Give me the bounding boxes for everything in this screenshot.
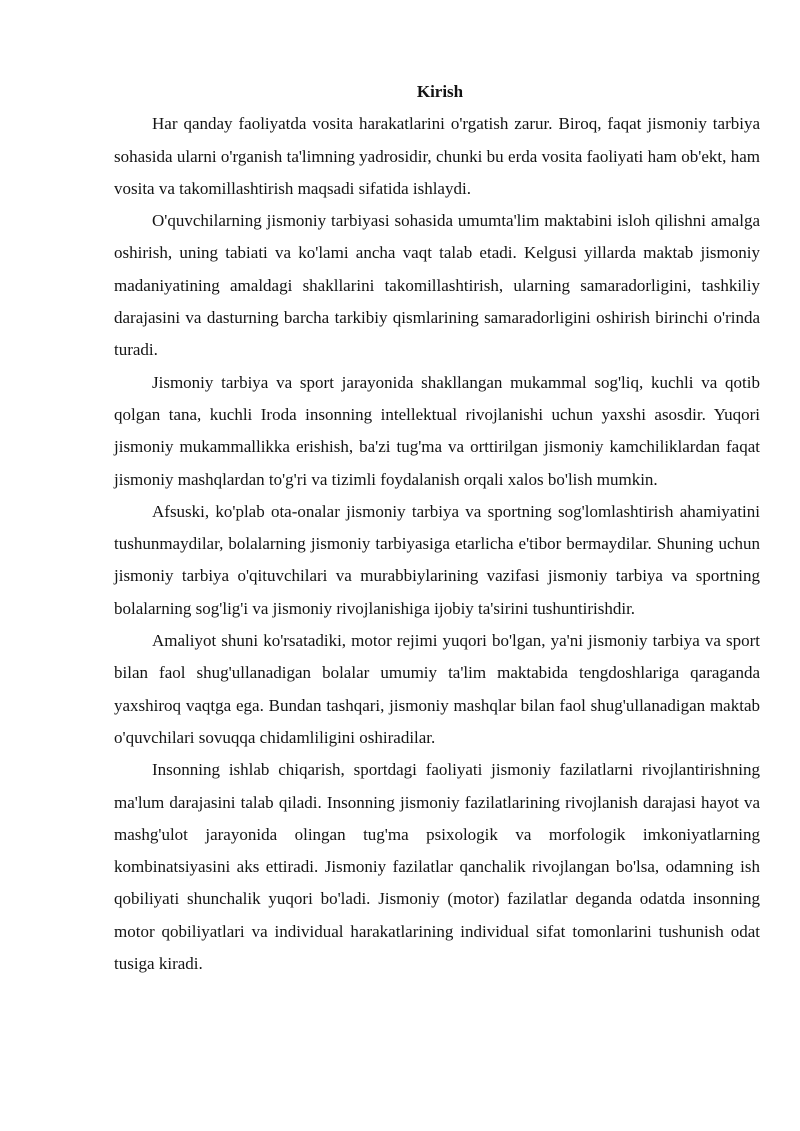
paragraph-2: O'quvchilarning jismoniy tarbiyasi sohasida umumta'lim maktabini isloh qilishni amalga oshirish, uning tabiati va ko'lami ancha vaqt talab etadi. Kelgusi yillarda maktab jismoniy madaniyatining amaldagi shakllarini takomillashtirish, ularning samaradorligini, tashkiliy darajasini va dasturning barcha tarkibiy qismlarining samaradorligini oshirish birinchi o'rinda turadi. (114, 211, 760, 360)
paragraph-4: Afsuski, ko'plab ota-onalar jismoniy tarbiya va sportning sog'lomlashtirish ahamiyatini tushunmaydilar, bolalarning jismoniy tarbiyasiga etarlicha e'tibor bermaydilar. Shuning uchun jismoniy tarbiya o'qituvchilari va murabbiylarining vazifasi jismoniy tarbiya va sportning bolalarning sog'lig'i va jismoniy rivojlanishiga ijobiy ta'sirini tushuntirishdir. (114, 501, 760, 618)
paragraph-6: Insonning ishlab chiqarish, sportdagi faoliyati jismoniy fazilatlarni rivojlantirishning ma'lum darajasini talab qiladi. Insonning jismoniy fazilatlarining rivojlanish darajasi hayot va mashg'ulot jarayonida olingan tug'ma psixologik va morfologik imkoniyatlarning kombinatsiyasini aks ettiradi. Jismoniy fazilatlar qanchalik rivojlangan bo'lsa, odamning ish qobiliyati shunchalik yuqori bo'ladi. Jismoniy (motor) fazilatlar deganda odatda insonning motor qobiliyatlari va individual harakatlarining individual sifat tomonlarini tushunish odat tusiga kiradi. (114, 760, 760, 974)
paragraph-1: Har qanday faoliyatda vosita harakatlarini o'rgatish zarur. Biroq, faqat jismoniy tarbiya sohasida ularni o'rganish ta'limning yadrosidir, chunki bu erda vosita faoliyati ham ob'ekt, ham vosita va takomillashtirish maqsadi sifatida ishlaydi. (114, 114, 760, 198)
paragraph-3: Jismoniy tarbiya va sport jarayonida shakllangan mukammal sog'liq, kuchli va qotib qolgan tana, kuchli Iroda insonning intellektual rivojlanishi uchun yaxshi asosdir. Yuqori jismoniy mukammallikka erishish, ba'zi tug'ma va orttirilgan jismoniy kamchiliklardan faqat jismoniy mashqlardan to'g'ri va tizimli foydalanish orqali xalos bo'lish mumkin. (114, 372, 760, 489)
page-title: Kirish (416, 82, 464, 101)
paragraph-5: Amaliyot shuni ko'rsatadiki, motor rejimi yuqori bo'lgan, ya'ni jismoniy tarbiya va sport bilan faol shug'ullanadigan bolalar umumiy ta'lim maktabida tengdoshlariga qaraganda yaxshiroq vaqtga ega. Bundan tashqari, jismoniy mashqlar bilan faol shug'ullanadigan maktab o'quvchilari sovuqqa chidamliligini oshiradilar. (114, 631, 760, 747)
document-page (114, 76, 760, 980)
